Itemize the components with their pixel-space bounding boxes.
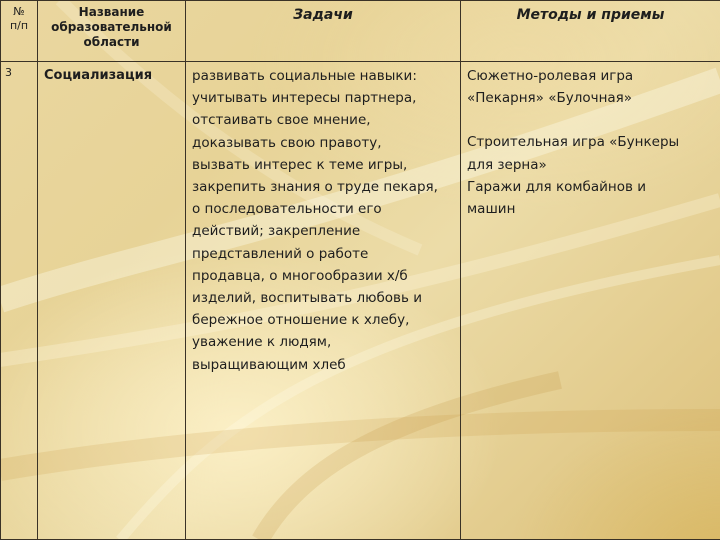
header-tasks: Задачи	[186, 1, 461, 62]
task-line: вызвать интерес к теме игры,	[192, 156, 408, 173]
task-line: о последовательности его	[192, 201, 382, 218]
method-line: машин	[467, 201, 516, 218]
task-line: уважение к людям,	[192, 334, 332, 351]
table-header-row	[1, 1, 720, 62]
task-line: учитывать интересы партнера,	[192, 90, 417, 107]
header-number: № п/п	[1, 1, 38, 62]
task-line: продавца, о многообразии х/б	[192, 267, 408, 284]
row-methods	[461, 62, 720, 540]
task-line: представлений о работе	[192, 245, 369, 262]
row-area-name: Социализация	[38, 62, 186, 540]
header-area-name: Название образовательной области	[38, 1, 186, 62]
method-line: Сюжетно-ролевая игра	[467, 68, 634, 84]
method-spacer	[467, 109, 716, 131]
header-methods: Методы и приемы	[461, 1, 720, 62]
task-line: изделий, воспитывать любовь и	[192, 290, 423, 307]
task-line: отстаивать свое мнение,	[192, 112, 371, 129]
task-line: закрепить знания о труде пекаря,	[192, 179, 438, 196]
task-line: выращивающим хлеб	[192, 356, 346, 373]
task-line: доказывать свою правоту,	[192, 134, 382, 151]
method-line: Гаражи для комбайнов и	[467, 178, 647, 195]
task-line: развивать социальные навыки:	[192, 68, 417, 84]
task-line: действий; закрепление	[192, 223, 361, 240]
method-line: «Пекарня» «Булочная»	[467, 90, 633, 107]
method-line: для зерна»	[467, 156, 547, 173]
task-line: бережное отношение к хлебу,	[192, 312, 410, 329]
table-row	[1, 62, 720, 540]
row-number: 3	[1, 62, 38, 540]
method-line: Строительная игра «Бункеры	[467, 134, 680, 151]
row-tasks	[186, 62, 461, 540]
